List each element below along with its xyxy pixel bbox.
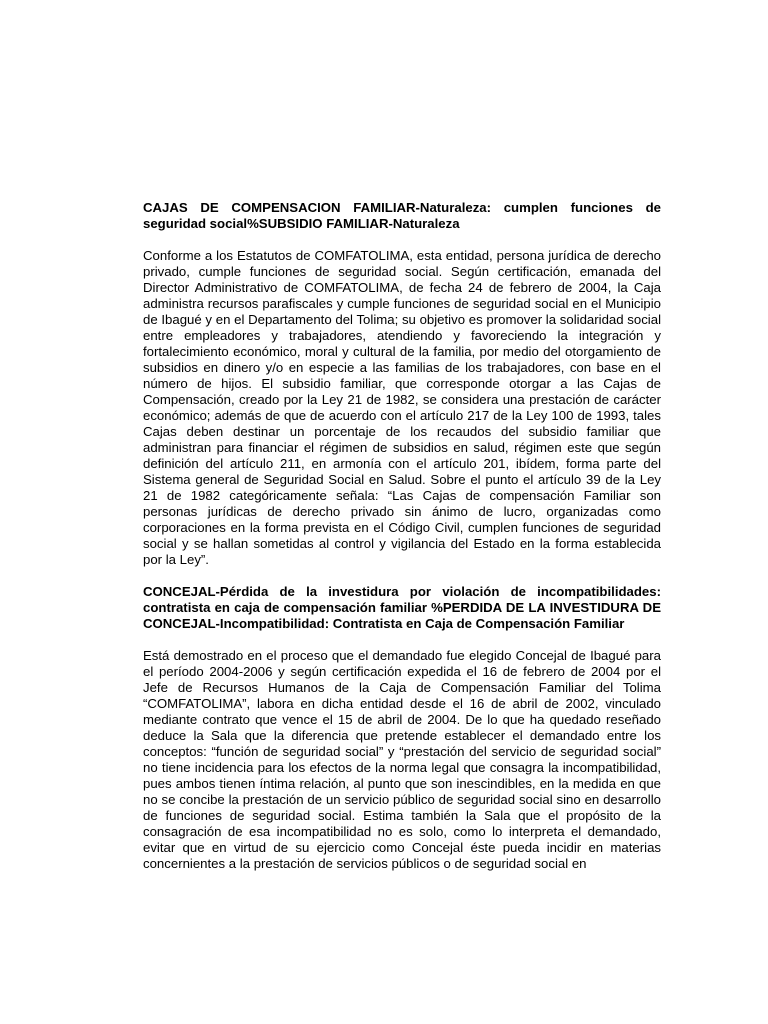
section-1-body: Conforme a los Estatutos de COMFATOLIMA, esta entidad, persona jurídica de derecho privado, cumple funciones de seguridad social. Según certificación, emanada del Director Administrativo de COMFATOLIMA, de fecha 24 de febrero de 2004, la Caja administra recursos parafiscales y cumple funciones de seguridad social en el Municipio de Ibagué y en el Departamento del Tolima; su objetivo es promover la solidaridad social entre empleadores y trabajadores, atendiendo y favoreciendo la integración y fortalecimiento económico, moral y cultural de la familia, por medio del otorgamiento de subsidios en dinero y/o en especie a las familias de los trabajadores, con base en el número de hijos. El subsidio familiar, que corresponde otorgar a las Cajas de Compensación, creado por la Ley 21 de 1982, se considera una prestación de carácter económico; además de que de acuerdo con el artículo 217 de la Ley 100 de 1993, tales Cajas deben destinar un porcentaje de los recaudos del subsidio familiar que administran para financiar el régimen de subsidios en salud, régimen este que según definición del artículo 211, en armonía con el artículo 201, ibídem, forma parte del Sistema general de Seguridad Social en Salud. Sobre el punto el artículo 39 de la Ley 21 de 1982 categóricamente señala: “Las Cajas de compensación Familiar son personas jurídicas de derecho privado sin ánimo de lucro, organizadas como corporaciones en la forma prevista en el Código Civil, cumplen funciones de seguridad social y se hallan sometidas al control y vigilancia del Estado en la forma establecida por la Ley”. bbox=[143, 248, 661, 567]
section-2-body: Está demostrado en el proceso que el demandado fue elegido Concejal de Ibagué para el período 2004-2006 y según certificación expedida el 16 de febrero de 2004 por el Jefe de Recursos Humanos de la Caja de Compensación Familiar del Tolima “COMFATOLIMA”, labora en dicha entidad desde el 16 de abril de 2002, vinculado mediante contrato que vence el 15 de abril de 2004. De lo que ha quedado reseñado deduce la Sala que la diferencia que pretende establecer el demandado entre los conceptos: “función de seguridad social” y “prestación del servicio de seguridad social” no tiene incidencia para los efectos de la norma legal que consagra la incompatibilidad, pues ambos tienen íntima relación, al punto que son inescindibles, en la medida en que no se concibe la prestación de un servicio público de seguridad social sino en desarrollo de funciones de seguridad social. Estima también la Sala que el propósito de la consagración de esa incompatibilidad no es solo, como lo interpreta el demandado, evitar que en virtud de su ejercicio como Concejal éste pueda incidir en materias concernientes a la prestación de servicios públicos o de seguridad social en bbox=[143, 648, 661, 871]
section-1-heading: CAJAS DE COMPENSACION FAMILIAR-Naturaleza: cumplen funciones de seguridad social%SUBSIDIO FAMILIAR-Naturaleza bbox=[143, 200, 661, 231]
section-2-heading: CONCEJAL-Pérdida de la investidura por violación de incompatibilidades: contratista en caja de compensación familiar %PERDIDA DE LA INVESTIDURA DE CONCEJAL-Incompatibilidad: Contratista en Caja de Compensación Familiar bbox=[143, 584, 661, 631]
document-page bbox=[143, 200, 661, 888]
